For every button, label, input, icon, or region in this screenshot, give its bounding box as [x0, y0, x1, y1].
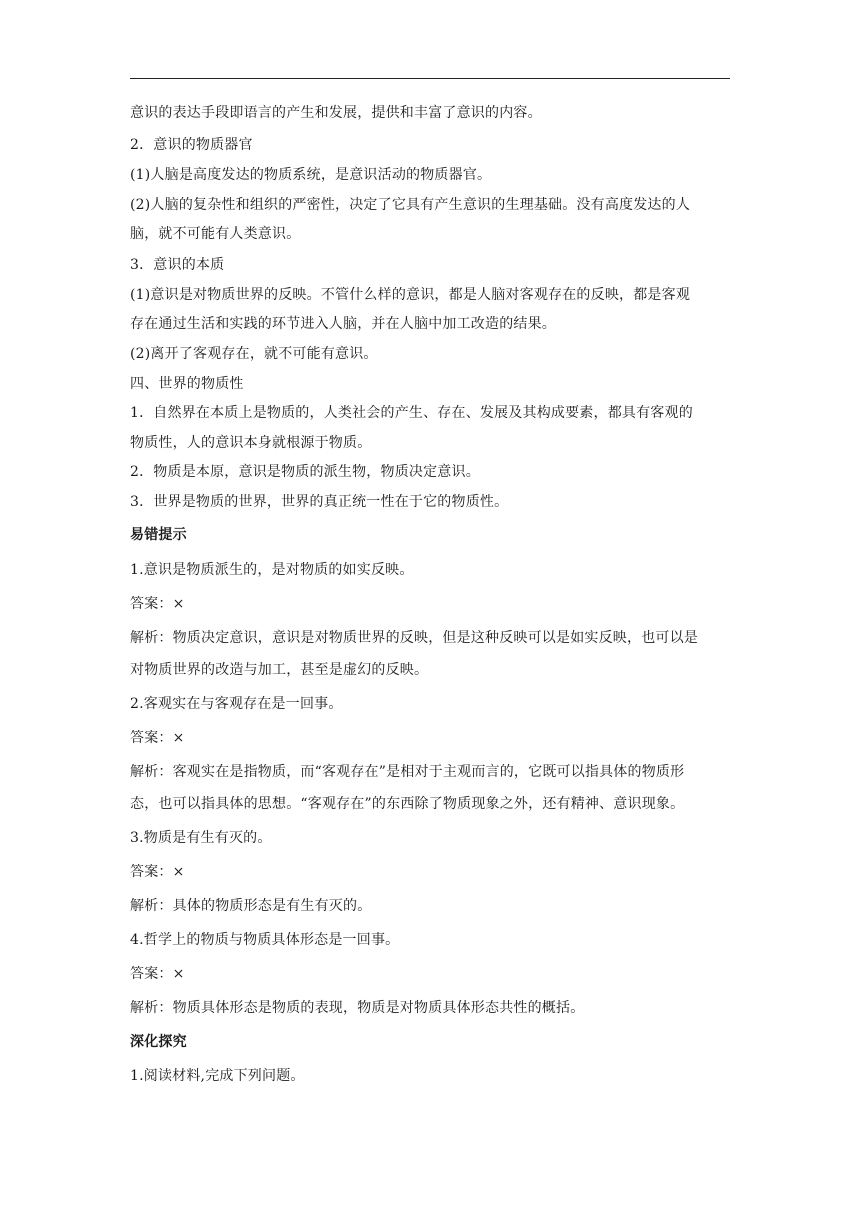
text-line: 1．自然界在本质上是物质的，人类社会的产生、存在、发展及其构成要素，都具有客观的 [130, 405, 693, 421]
section-title-explore: 深化探究 [130, 1034, 187, 1050]
section-heading: 3．意识的本质 [130, 257, 225, 273]
analysis-text: 解析：客观实在是指物质，而“客观存在”是相对于主观而言的，它既可以指具体的物质形 [130, 764, 685, 780]
question-text: 4.哲学上的物质与物质具体形态是一回事。 [130, 932, 400, 948]
section-title-errors: 易错提示 [130, 527, 187, 543]
text-line: 意识的表达手段即语言的产生和发展，提供和丰富了意识的内容。 [130, 105, 542, 121]
question-text: 1.意识是物质派生的，是对物质的如实反映。 [130, 562, 414, 578]
text-line: 物质性，人的意识本身就根源于物质。 [130, 435, 372, 451]
text-line: (2)离开了客观存在，就不可能有意识。 [130, 346, 378, 362]
analysis-text: 解析：物质决定意识，意识是对物质世界的反映，但是这种反映可以是如实反映，也可以是 [130, 630, 698, 646]
text-line: 2．物质是本原，意识是物质的派生物，物质决定意识。 [130, 464, 480, 480]
text-line: (1)人脑是高度发达的物质系统，是意识活动的物质器官。 [130, 167, 492, 183]
answer-text: 答案：× [130, 966, 185, 982]
answer-text: 答案：× [130, 864, 185, 880]
analysis-text: 对物质世界的改造与加工，甚至是虚幻的反映。 [130, 662, 429, 678]
question-text: 1.阅读材料,完成下列问题。 [130, 1068, 305, 1084]
text-line: 3．世界是物质的世界，世界的真正统一性在于它的物质性。 [130, 494, 509, 510]
text-line: (2)人脑的复杂性和组织的严密性，决定了它具有产生意识的生理基础。没有高度发达的人 [130, 197, 691, 213]
answer-text: 答案：× [130, 596, 185, 612]
header-rule [130, 78, 730, 79]
analysis-text: 解析：具体的物质形态是有生有灭的。 [130, 898, 372, 914]
analysis-text: 态，也可以指具体的思想。“客观存在”的东西除了物质现象之外，还有精神、意识现象。 [130, 796, 685, 812]
section-heading: 四、世界的物质性 [130, 376, 244, 392]
text-line: (1)意识是对物质世界的反映。不管什么样的意识，都是人脑对客观存在的反映，都是客观 [130, 287, 691, 303]
answer-text: 答案：× [130, 730, 185, 746]
question-text: 2.客观实在与客观存在是一回事。 [130, 696, 343, 712]
question-text: 3.物质是有生有灭的。 [130, 830, 272, 846]
text-line: 存在通过生活和实践的环节进入人脑，并在人脑中加工改造的结果。 [130, 316, 556, 332]
text-line: 脑，就不可能有人类意识。 [130, 226, 301, 242]
analysis-text: 解析：物质具体形态是物质的表现，物质是对物质具体形态共性的概括。 [130, 1000, 585, 1016]
section-heading: 2．意识的物质器官 [130, 137, 253, 153]
